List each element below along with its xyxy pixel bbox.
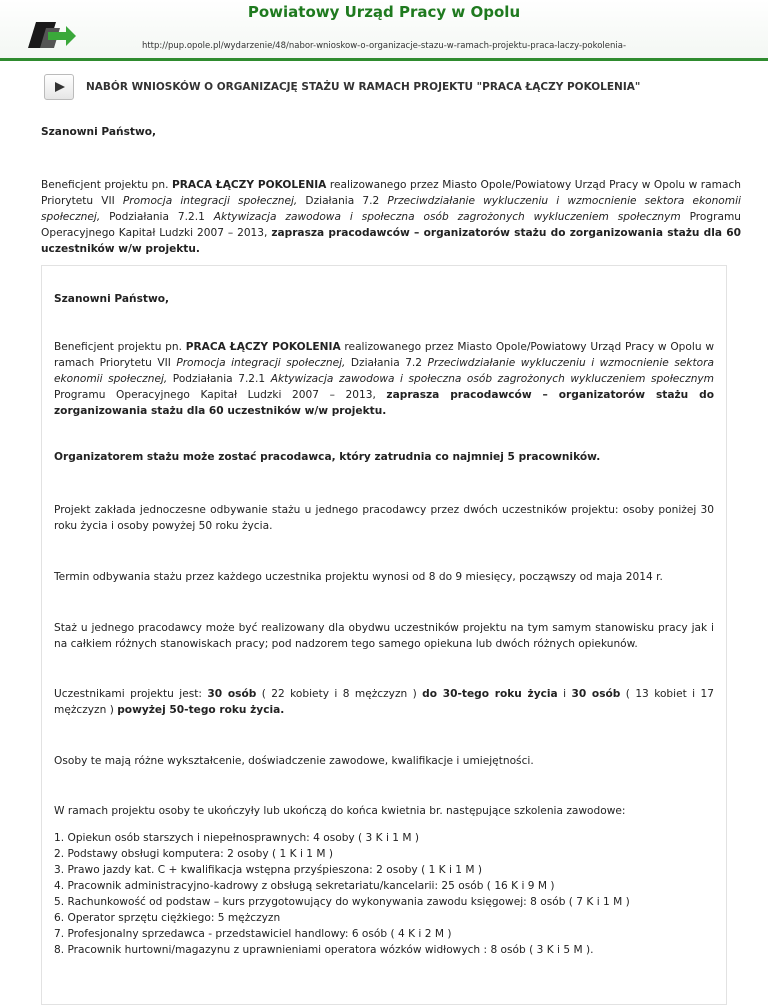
list-item: 3. Prawo jazdy kat. C + kwalifikacja wstępna przyśpieszona: 2 osoby ( 1 K i 1 M ) (54, 864, 483, 876)
trainings-intro: W ramach projektu osoby te ukończyły lub ukończą do końca kwietnia br. następujące szkolenia zawodowe: (54, 805, 626, 817)
duration-paragraph: Termin odbywania stażu przez każdego uczestnika projektu wynosi od 8 do 9 miesięcy, począwszy od maja 2014 r. (54, 571, 663, 583)
article-title-row (44, 74, 748, 104)
list-item: 5. Rachunkowość od podstaw – kurs przygotowujący do wykonywania zawodu księgowej: 8 osób ( 7 K i 1 M ) (54, 896, 630, 908)
page-header (0, 0, 768, 61)
arrow-button[interactable] (44, 74, 74, 100)
organizer-paragraph: Organizatorem stażu może zostać pracodawca, który zatrudnia co najmniej 5 pracowników. (54, 451, 601, 463)
intro-paragraph: Beneficjent projektu pn. PRACA ŁĄCZY POKOLENIA realizowanego przez Miasto Opole/Powiatowy Urząd Pracy w Opolu w ramach Priorytetu VII Promocja integracji społecznej, Działania 7.2 Przeciwdziałanie wykluczeniu i wzmocnienie sektora ekonomii społecznej, Podziałania 7.2.1 Aktywizacja zawodowa i społeczna osób zagrożonych wykluczeniem społecznym Programu Operacyjnego Kapitał Ludzki 2007 – 2013, zaprasza pracodawców – organizatorów stażu do zorganizowania stażu dla 60 uczestników w/w projektu. (41, 179, 742, 255)
article-title: NABÓR WNIOSKÓW O ORGANIZACJĘ STAŻU W RAMACH PROJEKTU "PRACA ŁĄCZY POKOLENIA" (86, 81, 641, 93)
list-item: 6. Operator sprzętu ciężkiego: 5 mężczyzn (54, 912, 281, 924)
education-paragraph: Osoby te mają różne wykształcenie, doświadczenie zawodowe, kwalifikacje i umiejętności. (54, 755, 534, 767)
box-greeting: Szanowni Państwo, (54, 293, 170, 305)
simultaneous-paragraph: Projekt zakłada jednoczesne odbywanie stażu u jednego pracodawcy przez dwóch uczestników projektu: osoby poniżej 30 roku życia i osoby powyżej 50 roku życia. (54, 504, 714, 532)
list-item: 7. Profesjonalny sprzedawca - przedstawiciel handlowy: 6 osób ( 4 K i 2 M ) (54, 928, 452, 940)
list-item: 2. Podstawy obsługi komputera: 2 osoby ( 1 K i 1 M ) (54, 848, 334, 860)
content-box (41, 265, 727, 1005)
greeting: Szanowni Państwo, (41, 126, 157, 138)
list-item: 4. Pracownik administracyjno-kadrowy z obsługą sekretariatu/kancelarii: 25 osób ( 16 K i 9 M ) (54, 880, 555, 892)
participants-paragraph: Uczestnikami projektu jest: 30 osób ( 22 kobiety i 8 mężczyzn ) do 30-tego roku życia i 30 osób ( 13 kobiet i 17 mężczyzn ) powyżej 50-tego roku życia. (54, 688, 715, 716)
box-intro-paragraph: Beneficjent projektu pn. PRACA ŁĄCZY POKOLENIA realizowanego przez Miasto Opole/Powiatowy Urząd Pracy w Opolu w ramach Priorytetu VII Promocja integracji społecznej, Działania 7.2 Przeciwdziałanie wykluczeniu i wzmocnienie sektora ekonomii społecznej, Podziałania 7.2.1 Aktywizacja zawodowa i społeczna osób zagrożonych wykluczeniem społecznym Programu Operacyjnego Kapitał Ludzki 2007 – 2013, zaprasza pracodawców – organizatorów stażu do zorganizowania stażu dla 60 uczestników w/w projektu. (54, 341, 714, 417)
list-item: 8. Pracownik hurtowni/magazynu z uprawnieniami operatora wózków widłowych : 8 osób ( 3 K i 5 M ). (54, 944, 594, 956)
trainings-list (54, 830, 714, 958)
list-item: 1. Opiekun osób starszych i niepełnosprawnych: 4 osoby ( 3 K i 1 M ) (54, 832, 420, 844)
page-url[interactable]: http://pup.opole.pl/wydarzenie/48/nabor-wnioskow-o-organizacje-stazu-w-ramach-projektu-praca-laczy-pokolenia- (141, 41, 627, 51)
site-title: Powiatowy Urząd Pracy w Opolu (247, 3, 521, 21)
play-arrow-icon (54, 81, 66, 93)
position-paragraph: Staż u jednego pracodawcy może być realizowany dla obydwu uczestników projektu na tym samym stanowisku pracy jak i na całkiem różnych stanowiskach pracy; pod nadzorem tego samego opiekuna lub dwóch różnych opiekunów. (54, 622, 714, 650)
